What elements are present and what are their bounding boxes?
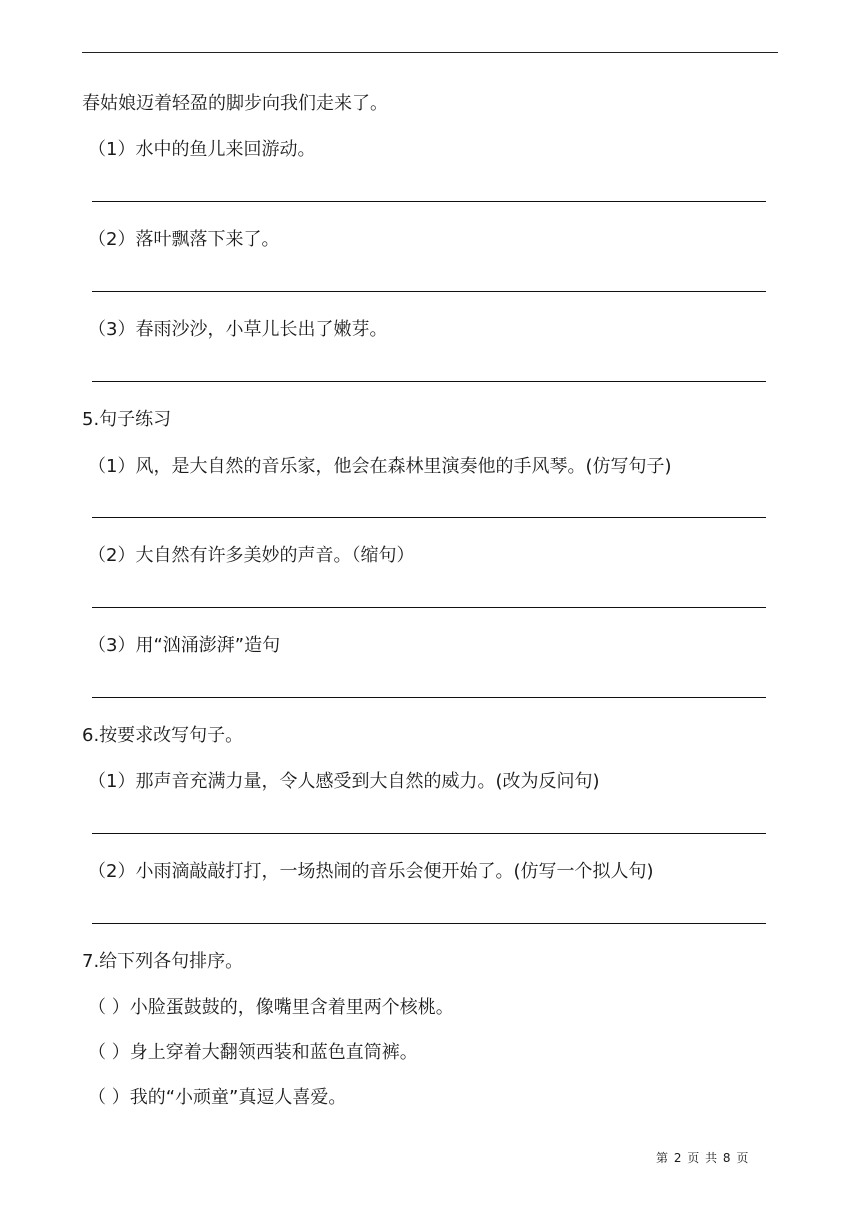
question-4-item-3: （3）春雨沙沙，小草儿长出了嫩芽。 bbox=[88, 319, 388, 340]
question-5-item-2: （2）大自然有许多美妙的声音。（缩句） bbox=[88, 545, 415, 566]
answer-line[interactable] bbox=[92, 291, 766, 292]
answer-line[interactable] bbox=[92, 607, 766, 608]
answer-line[interactable] bbox=[92, 381, 766, 382]
answer-line[interactable] bbox=[92, 201, 766, 202]
question-7-title: 7.给下列各句排序。 bbox=[82, 951, 244, 972]
question-6-item-2: （2）小雨滴敲敲打打，一场热闹的音乐会便开始了。(仿写一个拟人句) bbox=[88, 861, 654, 882]
question-6-item-1: （1）那声音充满力量，令人感受到大自然的威力。(改为反问句) bbox=[88, 771, 600, 792]
question-6-title: 6.按要求改写句子。 bbox=[82, 725, 244, 746]
answer-line[interactable] bbox=[92, 517, 766, 518]
answer-line[interactable] bbox=[92, 833, 766, 834]
question-4-item-1: （1）水中的鱼儿来回游动。 bbox=[88, 139, 316, 160]
ordering-item-2: （ ）身上穿着大翻领西装和蓝色直筒裤。 bbox=[88, 1042, 418, 1063]
intro-sentence: 春姑娘迈着轻盈的脚步向我们走来了。 bbox=[82, 93, 388, 114]
header-rule bbox=[82, 52, 778, 53]
question-4-item-2: （2）落叶飘落下来了。 bbox=[88, 229, 280, 250]
page-number: 第 2 页 共 8 页 bbox=[656, 1151, 750, 1165]
question-5-item-1: （1）风，是大自然的音乐家，他会在森林里演奏他的手风琴。(仿写句子) bbox=[88, 456, 672, 477]
answer-line[interactable] bbox=[92, 923, 766, 924]
answer-line[interactable] bbox=[92, 697, 766, 698]
question-5-item-3: （3）用“汹涌澎湃”造句 bbox=[88, 635, 281, 656]
ordering-item-3: （ ）我的“小顽童”真逗人喜爱。 bbox=[88, 1087, 347, 1108]
ordering-item-1: （ ）小脸蛋鼓鼓的，像嘴里含着里两个核桃。 bbox=[88, 997, 454, 1018]
question-5-title: 5.句子练习 bbox=[82, 409, 172, 430]
